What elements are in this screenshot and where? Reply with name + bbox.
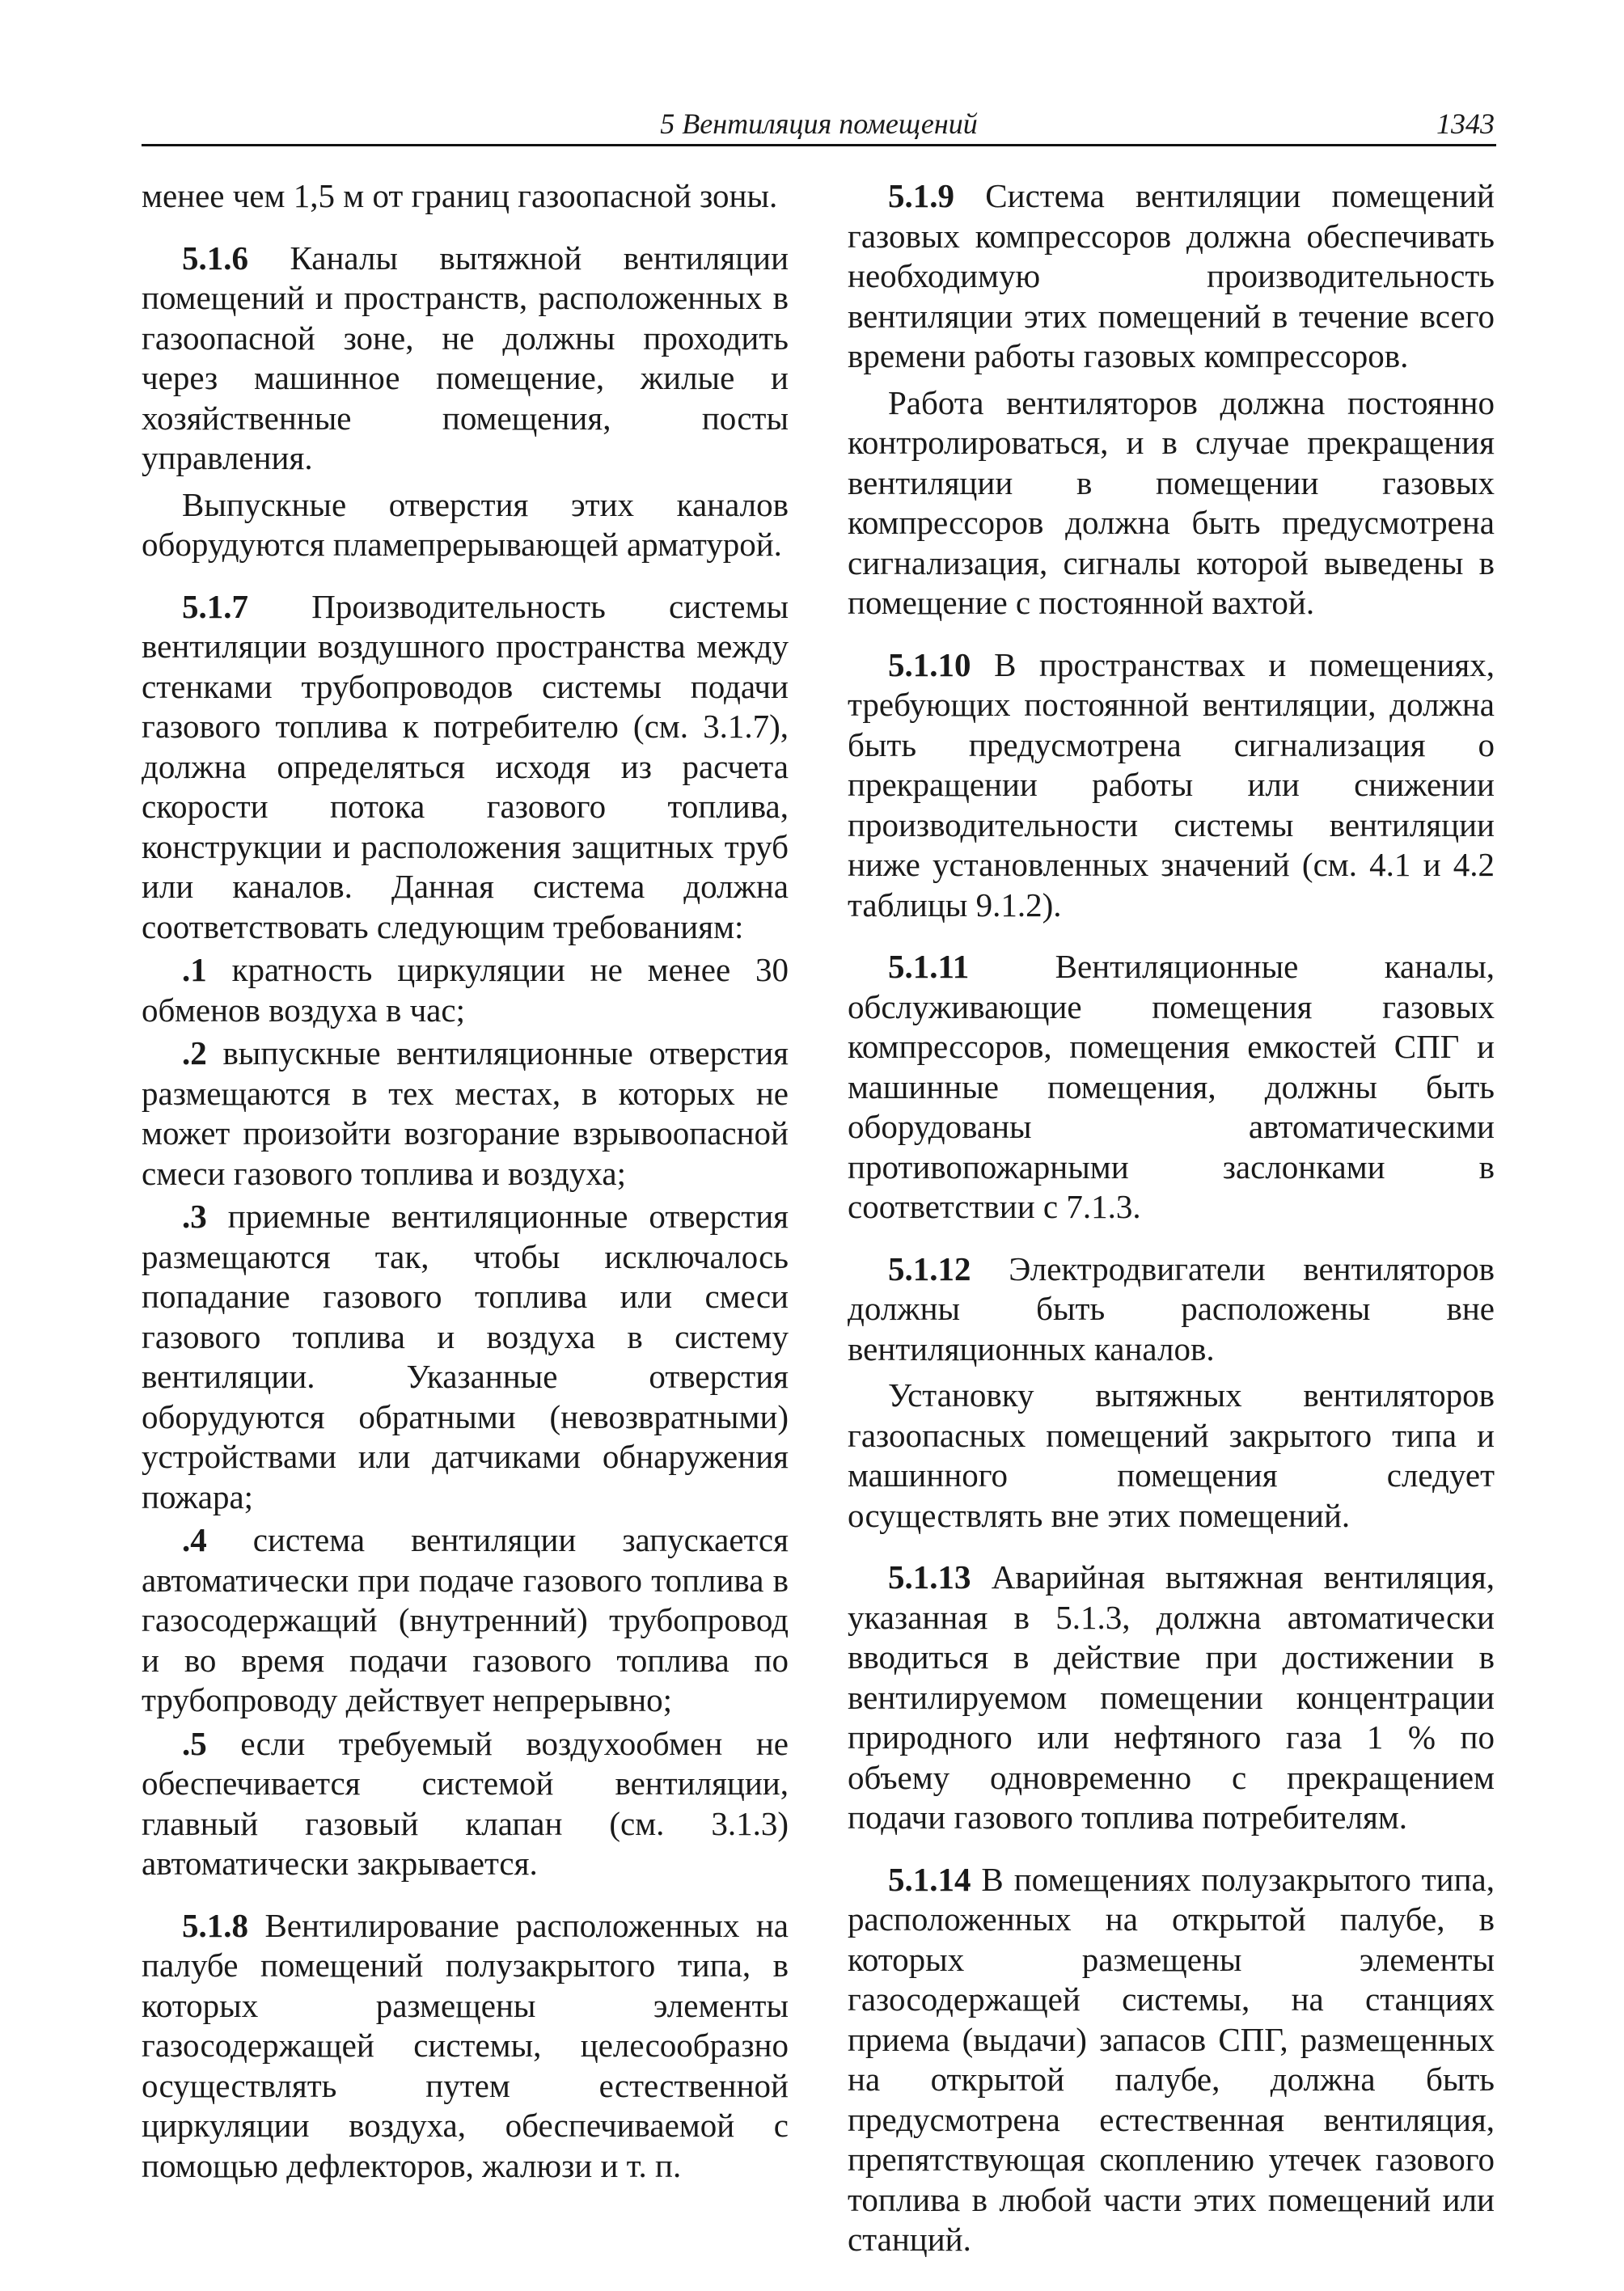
item-number: .1 [182, 951, 207, 988]
list-item-1 [142, 950, 789, 1030]
clause-text: В помещениях полузакрытого типа, расположенных на открытой палубе, в которых размещены элементы газосодержащей системы, на станциях приема (выдачи) запасов СПГ, размещенных на открытой палубе, должна быть предусмотрена естественная вентиляция, препятствующая скоплению утечек газового топлива в любой части этих помещений или станций. [848, 1860, 1495, 2258]
clause-number: 5.1.8 [182, 1906, 248, 1944]
clause-5-1-9 [848, 176, 1495, 377]
clause-5-1-13 [848, 1558, 1495, 1838]
paragraph [142, 485, 789, 565]
clause-5-1-11 [848, 947, 1495, 1228]
running-header [142, 104, 1496, 146]
clause-text: Аварийная вытяжная вентиляция, указанная в 5.1.3, должна автоматически вводиться в действие при достижении в вентилируемом помещении концентрации природного или нефтяного газа 1 % по объему одновременно с прекращением подачи газового топлива потребителям. [848, 1558, 1495, 1836]
clause-5-1-7 [142, 587, 789, 948]
clause-text: Вентилирование расположенных на палубе помещений полузакрытого типа, в которых размещены элементы газосодержащей системы, целесообразно осуществлять путем естественной циркуляции воздуха, обеспечиваемой с помощью дефлекторов, жалюзи и т. п. [142, 1906, 789, 2184]
right-column [848, 176, 1495, 2260]
item-number: .3 [182, 1198, 207, 1235]
clause-number: 5.1.14 [888, 1860, 971, 1898]
clause-number: 5.1.10 [888, 645, 971, 683]
clause-number: 5.1.13 [888, 1558, 971, 1596]
paragraph-text: Работа вентиляторов должна постоянно контролироваться, и в случае прекращения вентиляции в помещении газовых компрессоров должна быть предусмотрена сигнализация, сигналы которой выведены в помещение с постоянной вахтой. [848, 383, 1495, 621]
page-number: 1343 [1436, 108, 1495, 140]
clause-text: Каналы вытяжной вентиляции помещений и пространств, расположенных в газоопасной зоне, не должны проходить через машинное помещение, жилые и хозяйственные помещения, посты управления. [142, 239, 789, 476]
item-number: .5 [182, 1724, 207, 1762]
paragraph [142, 176, 789, 217]
paragraph [848, 1376, 1495, 1536]
clause-text: В пространствах и помещениях, требующих постоянной вентиляции, должна быть предусмотрена сигнализация о прекращении работы или снижении производительности системы вентиляции ниже установленных значений (см. 4.1 и 4.2 таблицы 9.1.2). [848, 645, 1495, 924]
header-title: 5 Вентиляция помещений [660, 108, 978, 140]
item-text: кратность циркуляции не менее 30 обменов воздуха в час; [142, 951, 789, 1029]
clause-5-1-14 [848, 1860, 1495, 2260]
clause-5-1-12 [848, 1249, 1495, 1370]
item-text: выпускные вентиляционные отверстия размещаются в тех местах, в которых не может произойти возгорание взрывоопасной смеси газового топлива и воздуха; [142, 1034, 789, 1192]
list-item-2 [142, 1033, 789, 1194]
clause-number: 5.1.9 [888, 177, 954, 214]
left-column [142, 176, 789, 2186]
item-text: приемные вентиляционные отверстия размещаются так, чтобы исключалось попадание газового топлива или смеси газового топлива и воздуха в систему вентиляции. Указанные отверстия оборудуются обратными (невозвратными) устройствами или датчиками обнаружения пожара; [142, 1198, 789, 1515]
paragraph-text: Установку вытяжных вентиляторов газоопасных помещений закрытого типа и машинного помещения следует осуществлять вне этих помещений. [848, 1376, 1495, 1534]
item-number: .4 [182, 1521, 207, 1558]
clause-text: Производительность системы вентиляции воздушного пространства между стенками трубопроводов системы подачи газового топлива к потребителю (см. 3.1.7), должна определяться исходя из расчета скорости потока газового топлива, конструкции и расположения защитных труб или каналов. Данная система должна соответствовать следующим требованиям: [142, 587, 789, 945]
clause-5-1-10 [848, 645, 1495, 926]
list-item-3 [142, 1197, 789, 1517]
clause-number: 5.1.7 [182, 587, 248, 625]
paragraph-text: Выпускные отверстия этих каналов оборудуются пламепрерывающей арматурой. [142, 485, 789, 563]
clause-number: 5.1.6 [182, 239, 248, 277]
clause-5-1-6 [142, 239, 789, 479]
clause-text: Вентиляционные каналы, обслуживающие помещения газовых компрессоров, помещения емкостей СПГ и машинные помещения, должны быть оборудованы автоматическими противопожарными заслонками в соответствии с 7.1.3. [848, 948, 1495, 1225]
clause-number: 5.1.11 [888, 948, 970, 985]
list-item-4 [142, 1520, 789, 1721]
clause-5-1-8 [142, 1906, 789, 2187]
clause-text: Электродвигатели вентиляторов должны быть расположены вне вентиляционных каналов. [848, 1249, 1495, 1367]
list-item-5 [142, 1724, 789, 1884]
clause-text: Система вентиляции помещений газовых компрессоров должна обеспечивать необходимую производительность вентиляции этих помещений в течение всего времени работы газовых компрессоров. [848, 177, 1495, 374]
item-text: система вентиляции запускается автоматически при подаче газового топлива в газосодержащий (внутренний) трубопровод и во время подачи газового топлива по трубопроводу действует непрерывно; [142, 1521, 789, 1718]
item-number: .2 [182, 1034, 207, 1072]
paragraph [848, 383, 1495, 623]
item-text: если требуемый воздухообмен не обеспечивается системой вентиляции, главный газовый клапан (см. 3.1.3) автоматически закрывается. [142, 1724, 789, 1882]
paragraph-text: менее чем 1,5 м от границ газоопасной зоны. [142, 177, 778, 214]
clause-number: 5.1.12 [888, 1249, 971, 1287]
